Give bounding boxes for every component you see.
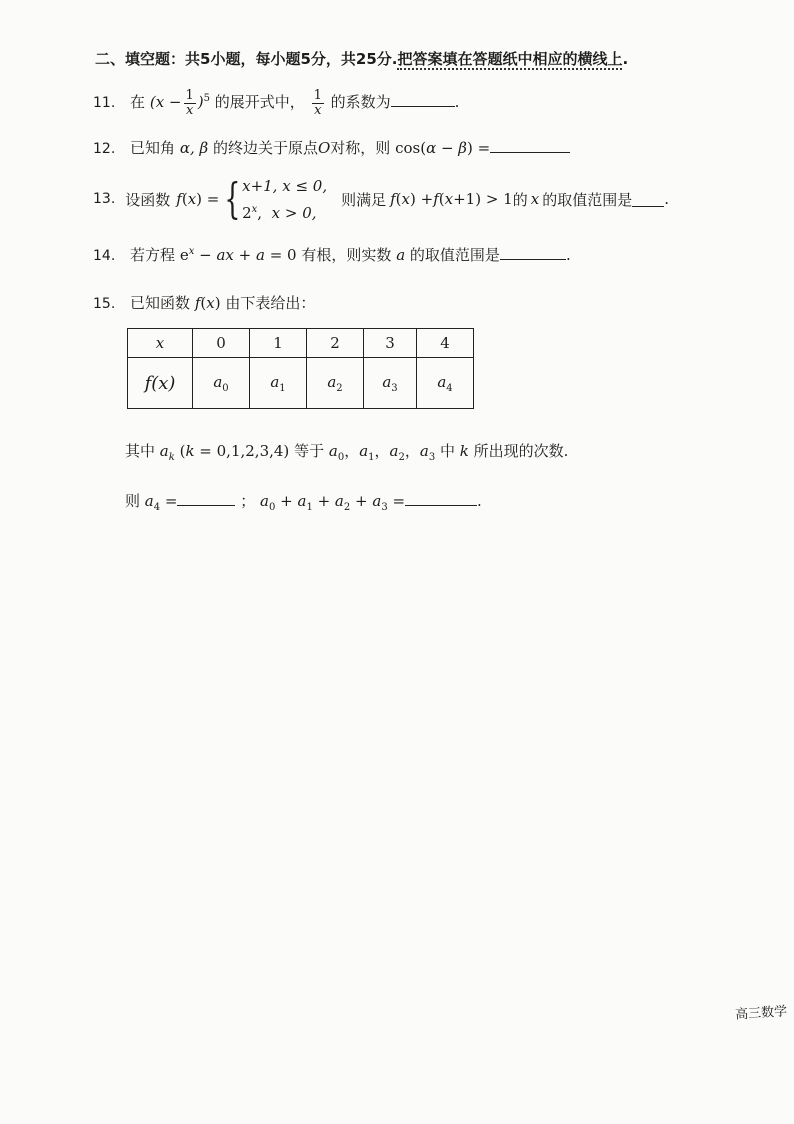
answer-blank[interactable]	[490, 138, 570, 153]
question-text: 的取值范围是	[542, 190, 633, 209]
table-header-cell: x	[128, 329, 193, 358]
question-text: 有根，则实数	[301, 246, 392, 264]
list-a: $a_0$，$a_1$，$a_2$，$a_3$	[328, 442, 436, 463]
section-heading	[95, 48, 628, 69]
section-heading-end: .	[622, 50, 629, 68]
description-text: 所出现的次数.	[473, 442, 569, 460]
question-text: 的系数为	[330, 93, 391, 111]
binomial-expression: (x − $\frac{1}{x}$ )$^5$	[149, 87, 211, 118]
piecewise-cases	[242, 174, 327, 225]
piecewise-brace: {	[224, 174, 241, 223]
question-text: 则满足	[341, 190, 387, 209]
fraction-one-over-x: $\frac{1}{x}$	[313, 87, 322, 118]
question-text: 在	[130, 93, 146, 111]
table-header-cell: 3	[364, 329, 417, 358]
section-heading-instruction: 把答案填在答题纸中相应的横线上	[397, 50, 623, 68]
definition-ak: $a_k$ (k = 0,1,2,3,4)	[159, 442, 290, 463]
table-header-row	[128, 329, 474, 358]
description-text: 等于	[294, 442, 325, 460]
angle-symbols: α, β	[179, 139, 209, 157]
table-header-cell: 2	[307, 329, 364, 358]
table-header-cell: 4	[417, 329, 474, 358]
answer-blank[interactable]	[500, 245, 566, 260]
question-15-description	[125, 440, 568, 463]
question-text: 已知函数	[130, 294, 191, 312]
description-text: 中	[440, 442, 456, 460]
answer-blank[interactable]	[177, 491, 235, 506]
case-2: 2$^x$, x > 0,	[242, 203, 317, 222]
expr-sum: $a_0 + a_1 + a_2 + a_3$	[260, 492, 388, 513]
question-number: 12.	[93, 141, 116, 157]
question-15	[93, 292, 315, 313]
question-14	[93, 244, 571, 265]
question-12	[93, 137, 570, 158]
table-value-cell: $a_1$	[250, 358, 307, 409]
table-value-cell: $a_3$	[364, 358, 417, 409]
question-number: 15.	[93, 296, 116, 312]
table-value-cell: $a_2$	[307, 358, 364, 409]
table-header-cell: 1	[250, 329, 307, 358]
question-text: 由下表给出：	[225, 294, 316, 312]
question-end: .	[454, 93, 460, 111]
variable-a: a	[396, 246, 406, 264]
case-1: x+1, x ≤ 0,	[242, 176, 328, 195]
table-value-cell: $a_0$	[193, 358, 250, 409]
question-text: 设函数	[125, 190, 171, 209]
question-15-ask: 则 $a_4$ = ； $a_0 + a_1 + a_2 + a_3$ = .	[125, 492, 482, 513]
table-row-label: f(x)	[128, 358, 193, 409]
question-text: 的	[512, 190, 528, 209]
origin-label: O	[317, 139, 331, 157]
question-11	[93, 84, 459, 118]
question-text: 的展开式中，	[214, 93, 305, 111]
table-value-cell: $a_4$	[417, 358, 474, 409]
table-value-row	[128, 358, 474, 409]
question-text: 的终边关于原点	[212, 139, 318, 157]
question-end: .	[477, 492, 482, 510]
description-text: 其中	[125, 442, 156, 460]
answer-blank[interactable]	[632, 192, 664, 207]
question-number: 14.	[93, 248, 116, 264]
variable-k: k	[459, 442, 469, 460]
table-header-cell: 0	[193, 329, 250, 358]
expr-a4: $a_4$	[144, 492, 161, 513]
question-end: .	[664, 190, 669, 208]
function-symbol: f(x)	[194, 294, 221, 312]
function-table	[127, 328, 474, 409]
cos-expression: cos(α − β) =	[395, 139, 491, 157]
function-definition: f	[176, 190, 182, 208]
question-13: 13. 设函数 f ( x ) = { x+1, x ≤ 0, 2$^x$, x > 0, 则满足 f ( x ) + f ( x +1) > 1 的 x 的取值范围是 .	[93, 174, 669, 223]
question-number: 13.	[93, 191, 116, 207]
question-text: 的取值范围是	[409, 246, 500, 264]
equation: $e^x$ − ax + a = 0	[179, 246, 297, 264]
answer-blank[interactable]	[391, 92, 455, 107]
answer-blank[interactable]	[405, 491, 477, 506]
ask-text: 则	[125, 492, 141, 510]
question-text: 若方程	[130, 246, 176, 264]
question-end: .	[565, 246, 571, 264]
variable-x: x	[530, 190, 540, 208]
question-text: 对称，则	[330, 139, 391, 157]
ask-separator: ；	[240, 492, 256, 510]
question-text: 已知角	[130, 139, 176, 157]
question-number: 11.	[93, 95, 116, 111]
inequality: f	[390, 190, 396, 208]
section-heading-main: 二、填空题：共5小题，每小题5分，共25分.	[95, 50, 398, 68]
footer-corner-text: 高三数学	[734, 1004, 788, 1023]
